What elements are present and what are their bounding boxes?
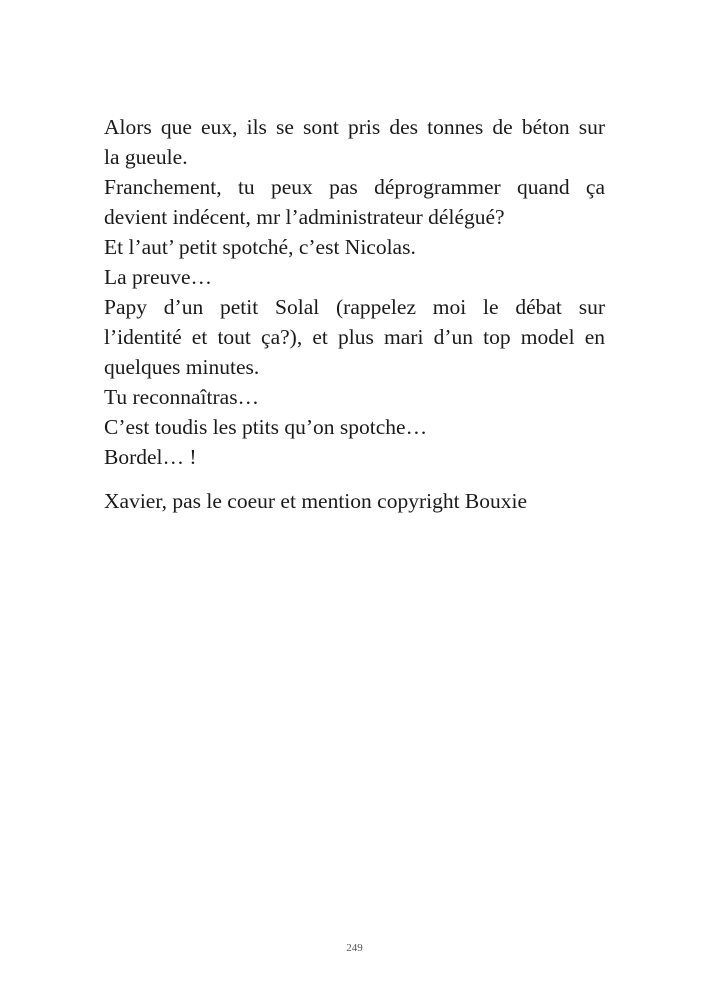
text-line: Papy d’un petit Solal (rappelez moi le débat sur (104, 295, 605, 319)
text-line: Franchement, tu peux pas déprogrammer quand ça (104, 175, 605, 199)
page-number: 249 (346, 942, 363, 954)
text-line: Alors que eux, ils se sont pris des tonnes de béton sur (104, 115, 605, 139)
body-text (104, 112, 605, 472)
text-line: C’est toudis les ptits qu’on spotche… (104, 415, 428, 439)
text-line: quelques minutes. (104, 355, 260, 379)
text-line: La preuve… (104, 265, 213, 289)
text-line: l’identité et tout ça?), et plus mari d’un top model en (104, 325, 605, 349)
text-line: Tu reconnaîtras… (104, 385, 260, 409)
text-line: Et l’aut’ petit spotché, c’est Nicolas. (104, 235, 416, 259)
signature-line: Xavier, pas le coeur et mention copyright Bouxie (104, 489, 528, 513)
text-line: la gueule. (104, 145, 188, 169)
text-line: devient indécent, mr l’administrateur délégué? (104, 205, 505, 229)
text-line: Bordel… ! (104, 445, 197, 469)
